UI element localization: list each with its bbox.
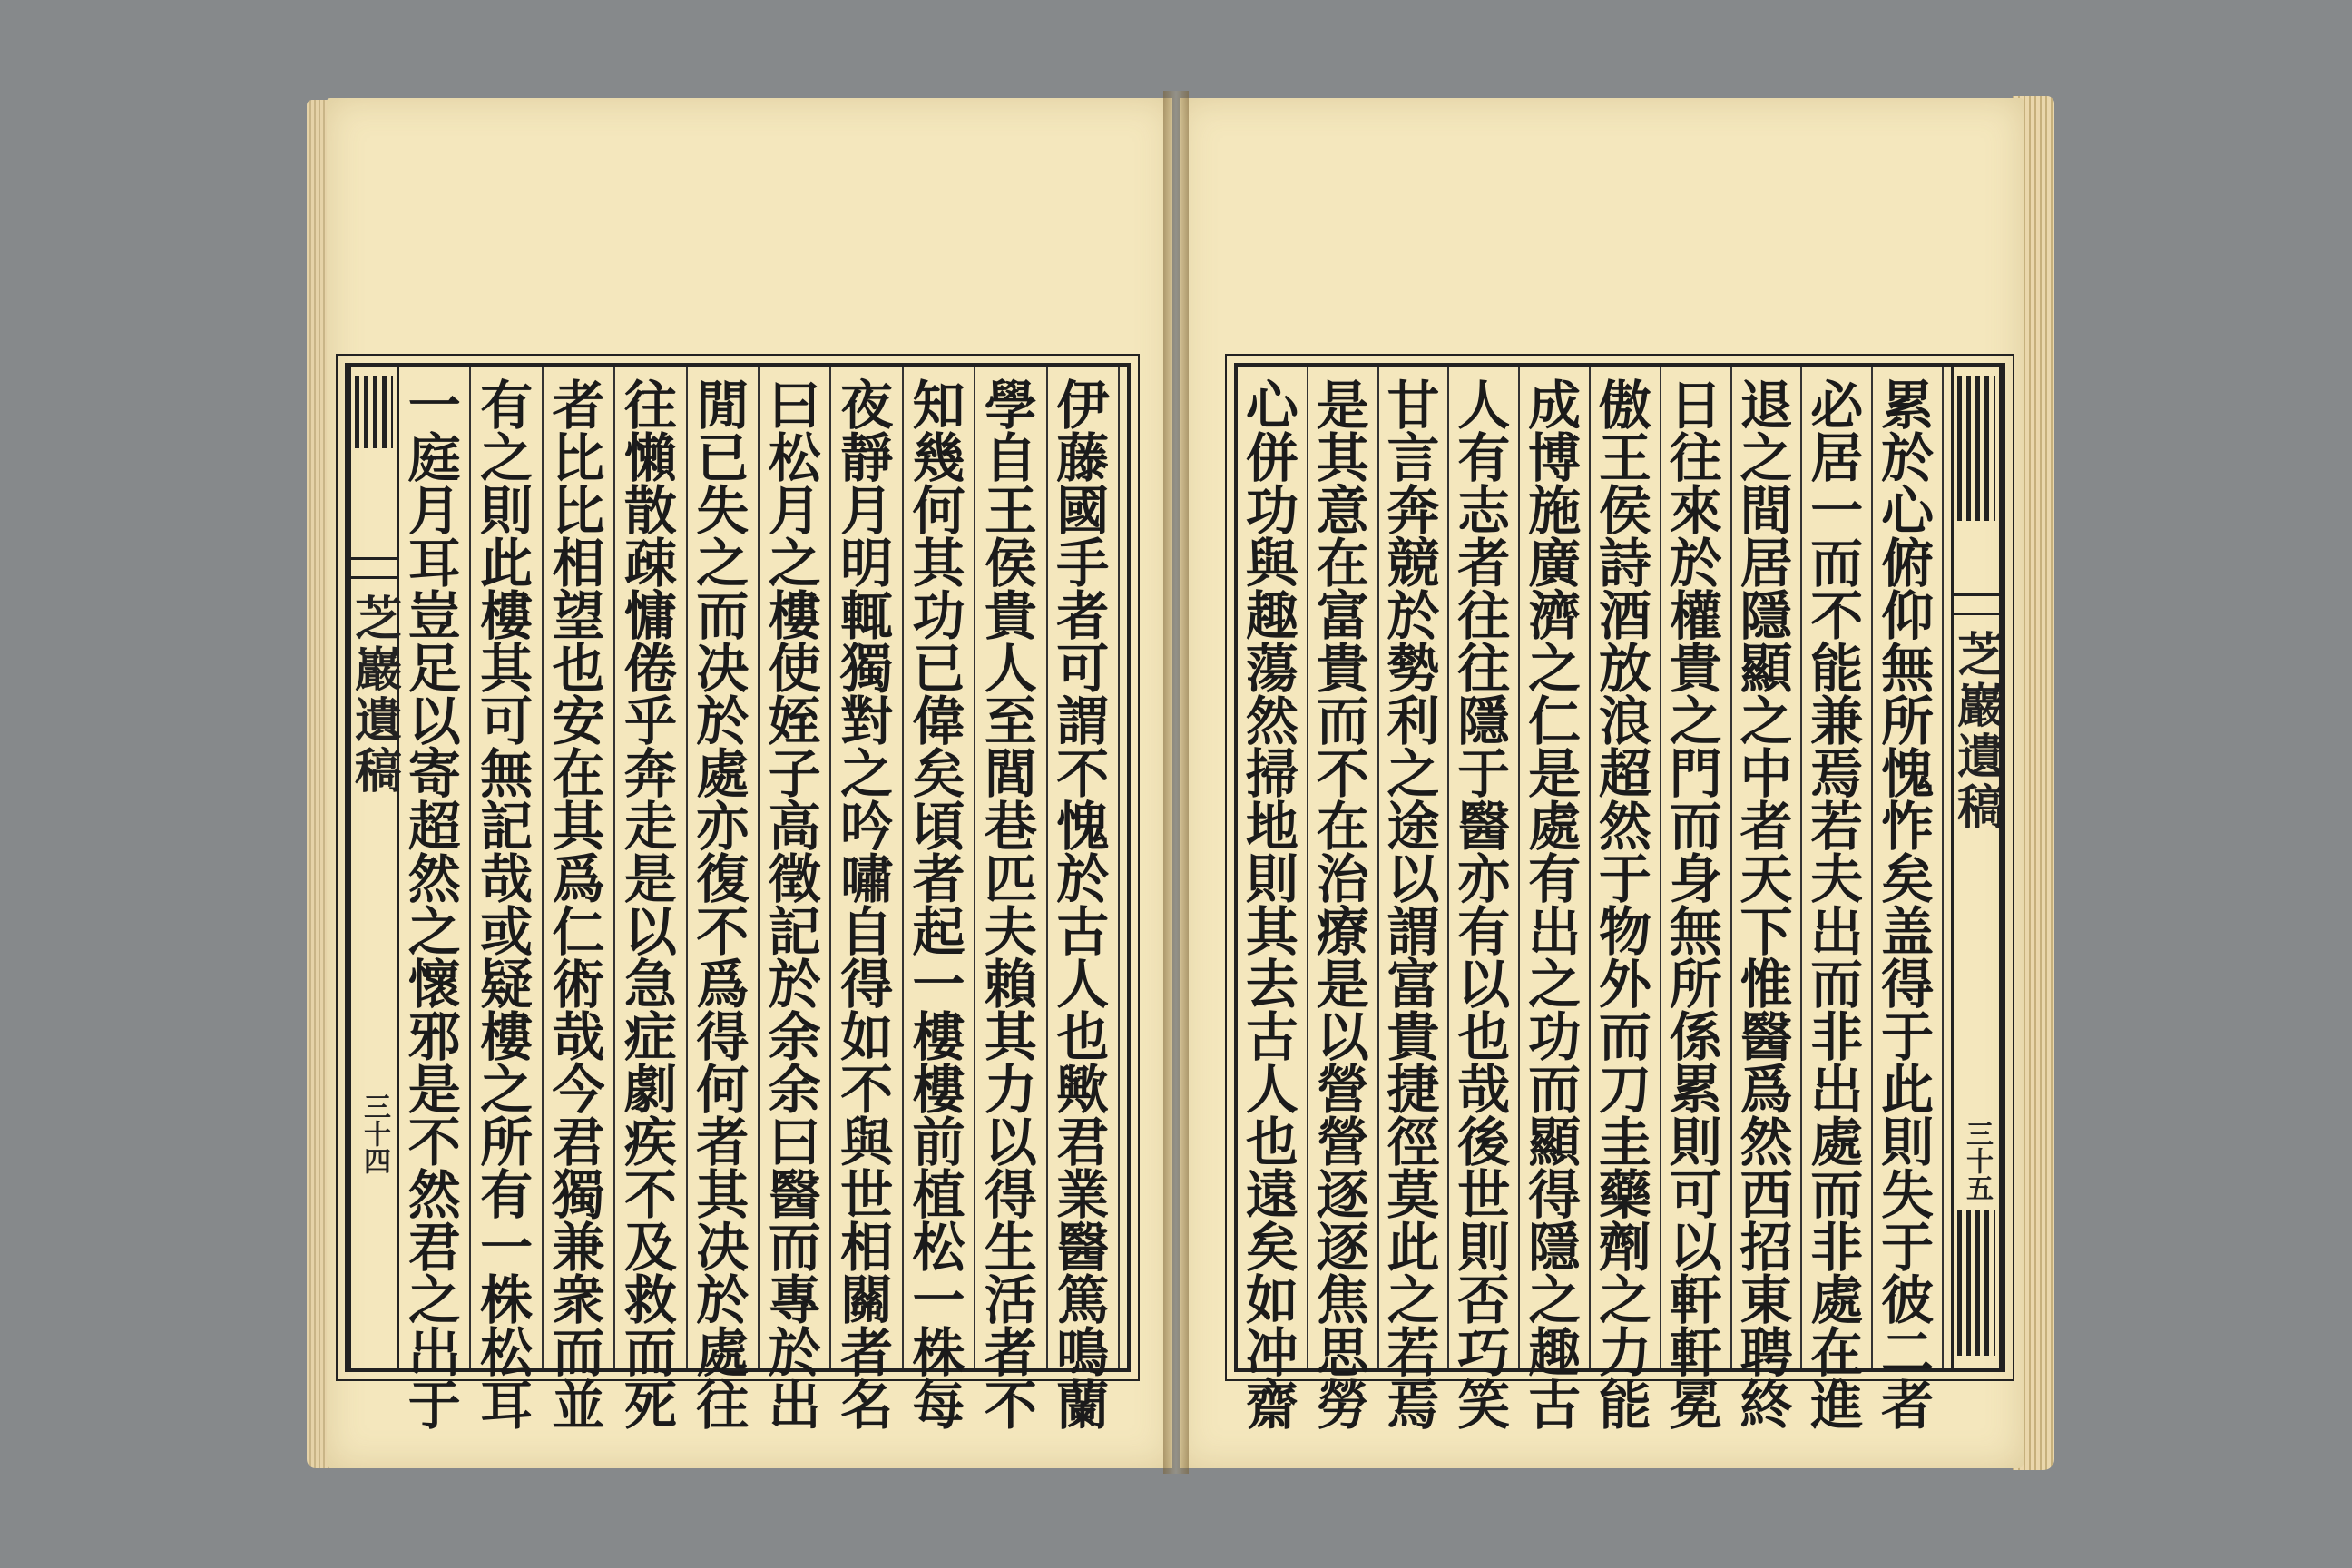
right_page-column: 累 於 心 俯 仰 無 所 愧 怍 矣 盖 得 于 此 則 失 于 彼 二 者: [1873, 367, 1944, 1368]
right_page-column: 是 其 意 在 富 貴 而 不 在 治 療 是 以 營 營 逐 逐 焦 思 勞: [1308, 367, 1379, 1368]
right_page-column: 人 有 志 者 往 往 隱 于 醫 亦 有 以 也 哉 後 世 則 否 巧 笑: [1449, 367, 1520, 1368]
left-fold-title: 芝巖遺稿: [346, 593, 402, 797]
left_page-column: 伊 藤 國 手 者 可 謂 不 愧 於 古 人 也 歟 君 業 醫 篤 鳴 蘭: [1048, 367, 1120, 1368]
left_page-column: 一 庭 月 耳 豈 足 以 寄 超 然 之 懷 邪 是 不 然 君 之 出 于: [399, 367, 471, 1368]
right_page-column: 日 往 來 於 權 貴 之 門 而 身 無 所 係 累 則 可 以 軒 軒 冕: [1661, 367, 1732, 1368]
book-gutter: [1163, 91, 1189, 1474]
right_page-column: 必 居 一 而 不 能 兼 焉 若 夫 出 而 非 出 處 而 非 處 在 進: [1802, 367, 1873, 1368]
left_page-column: 夜 靜 月 明 輒 獨 對 之 吟 嘯 自 得 如 不 與 世 相 關 者 名: [831, 367, 903, 1368]
right_page-column: 成 博 施 廣 濟 之 仁 是 處 有 出 之 功 而 顯 得 隱 之 趣 古: [1520, 367, 1591, 1368]
left_page-column: 學 自 王 侯 貴 人 至 閭 巷 匹 夫 賴 其 力 以 得 生 活 者 不: [975, 367, 1047, 1368]
left-text-frame: [345, 363, 1131, 1436]
right-fold-column: [1948, 367, 2004, 1368]
right_page-column: 退 之 間 居 隱 顯 之 中 者 天 下 惟 醫 爲 然 西 招 東 聘 終: [1732, 367, 1803, 1368]
left_page-column: 有 之 則 此 樓 其 可 無 記 哉 或 疑 樓 之 所 有 一 株 松 耳: [471, 367, 543, 1368]
right_page-column: 傲 王 侯 詩 酒 放 浪 超 然 于 物 外 而 刀 圭 藥 劑 之 力 能: [1591, 367, 1661, 1368]
right-text-frame: [1234, 363, 2005, 1436]
left-page-number: 三十四: [358, 1093, 390, 1174]
right_page-column: 心 併 功 與 趣 蕩 然 掃 地 則 其 去 古 人 也 遠 矣 如 冲 齋: [1238, 367, 1308, 1368]
right_page-column: 甘 言 奔 競 於 勢 利 之 途 以 謂 富 貴 捷 徑 莫 此 之 若 焉: [1379, 367, 1450, 1368]
left_page-column: 知 幾 何 其 功 已 偉 矣 頃 者 起 一 樓 樓 前 植 松 一 株 每: [904, 367, 975, 1368]
right-fold-title: 芝巖遺稿: [1948, 630, 2004, 833]
right-page-number: 三十五: [1961, 1120, 1993, 1201]
left_page-column: 曰 松 月 之 樓 使 姪 子 高 徵 記 於 余 余 曰 醫 而 專 於 出: [760, 367, 831, 1368]
left_page-column: 閒 已 失 之 而 决 於 處 亦 復 不 爲 得 何 者 其 决 於 處 往: [688, 367, 760, 1368]
left-fold-column: [346, 367, 402, 1368]
left_page-column: 者 比 比 相 望 也 安 在 其 爲 仁 術 哉 今 君 獨 兼 衆 而 並: [544, 367, 615, 1368]
left_page-column: 往 懶 散 疎 慵 倦 乎 奔 走 是 以 急 症 劇 疾 不 及 救 而 死: [615, 367, 687, 1368]
